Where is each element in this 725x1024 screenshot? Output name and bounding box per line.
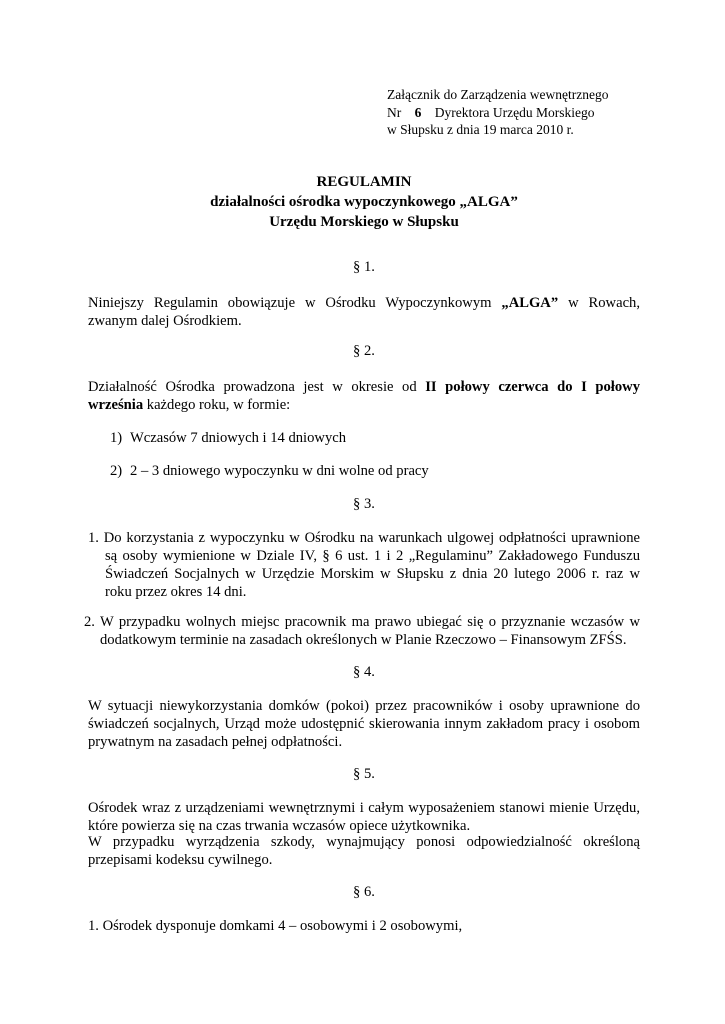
- section-3-p2-line-2: dodatkowym terminie na zasadach określonych w Planie Rzeczowo – Finansowym ZFŚS.: [100, 632, 627, 648]
- section-2-line-1: [88, 379, 640, 397]
- section-2-text-a: Działalność Ośrodka prowadzona jest w okresie od: [88, 379, 426, 395]
- section-2-period-bold: II połowy czerwca do I połowy: [425, 379, 640, 395]
- section-5-line-4: przepisami kodeksu cywilnego.: [88, 852, 273, 868]
- section-3-heading: § 3.: [353, 496, 375, 512]
- section-4-line-3: prywatnym na zasadach pełnej odpłatności.: [88, 734, 343, 750]
- section-6-item-1: 1. Ośrodek dysponuje domkami 4 – osobowymi i 2 osobowymi,: [88, 918, 463, 934]
- section-6-heading: § 6.: [353, 884, 375, 900]
- attachment-note-line-3: w Słupsku z dnia 19 marca 2010 r.: [387, 122, 574, 137]
- section-2-month-bold: września: [88, 397, 144, 413]
- section-4-line-2: świadczeń socjalnych, Urząd może udostępnić skierowania innym zakładom pracy i osobom: [88, 716, 640, 732]
- section-3-p1-line-2: są osoby wymienione w Dziale IV, § 6 ust. 1 i 2 „Regulaminu” Zakładowego Funduszu: [105, 548, 640, 564]
- list-item-number: 2): [110, 463, 123, 479]
- attachment-number: 6: [414, 104, 422, 120]
- attachment-note-line-2: [387, 104, 687, 122]
- document-title: [88, 172, 640, 232]
- section-2-line-2: [88, 397, 640, 415]
- section-2-heading: § 2.: [353, 343, 375, 359]
- title-line-1: REGULAMIN: [316, 174, 412, 190]
- attachment-note: [387, 86, 687, 139]
- attachment-nr-label: Nr: [387, 104, 402, 120]
- section-5-line-1: Ośrodek wraz z urządzeniami wewnętrznymi i całym wyposażeniem stanowi mienie Urzędu,: [88, 800, 640, 816]
- section-1-text-c: w Rowach,: [558, 295, 640, 311]
- title-line-3: Urzędu Morskiego w Słupsku: [269, 214, 459, 230]
- list-item-text: Wczasów 7 dniowych i 14 dniowych: [130, 430, 347, 446]
- attachment-note-line-1: Załącznik do Zarządzenia wewnętrznego: [387, 87, 609, 102]
- section-1-line-2: zwanym dalej Ośrodkiem.: [88, 313, 242, 329]
- section-2-list-item-2: [110, 463, 640, 481]
- section-3-p1-line-4: roku przez okres 14 dni.: [105, 584, 247, 600]
- section-4-heading: § 4.: [353, 664, 375, 680]
- title-line-2: działalności ośrodka wypoczynkowego „ALGA”: [210, 194, 518, 210]
- section-1-text-a: Niniejszy Regulamin obowiązuje w Ośrodku Wypoczynkowym: [88, 295, 502, 311]
- section-4-line-1: W sytuacji niewykorzystania domków (pokoi) przez pracowników i osoby uprawnione do: [88, 698, 640, 714]
- section-2-text-b: każdego roku, w formie:: [143, 397, 291, 413]
- section-1-line-1: [88, 295, 640, 313]
- section-2-list-item-1: [110, 430, 640, 448]
- section-3-p2-line-1: 2. W przypadku wolnych miejsc pracownik ma prawo ubiegać się o przyznanie wczasów w: [84, 614, 640, 630]
- section-5-line-3: W przypadku wyrządzenia szkody, wynajmujący ponosi odpowiedzialność określoną: [88, 834, 640, 850]
- section-5-heading: § 5.: [353, 766, 375, 782]
- section-1-heading: § 1.: [353, 259, 375, 275]
- attachment-issuer: Dyrektora Urzędu Morskiego: [434, 104, 595, 120]
- section-3-p1-line-3: Świadczeń Socjalnych w Urzędzie Morskim w Słupsku z dnia 20 lutego 2006 r. raz w: [105, 566, 640, 582]
- list-item-number: 1): [110, 430, 123, 446]
- section-3-p1-line-1: 1. Do korzystania z wypoczynku w Ośrodku na warunkach ulgowej odpłatności uprawnione: [88, 530, 640, 546]
- section-5-line-2: które powierza się na czas trwania wczasów opiece użytkownika.: [88, 818, 471, 834]
- list-item-text: 2 – 3 dniowego wypoczynku w dni wolne od pracy: [130, 463, 429, 479]
- section-1-resort-name: „ALGA”: [501, 295, 559, 311]
